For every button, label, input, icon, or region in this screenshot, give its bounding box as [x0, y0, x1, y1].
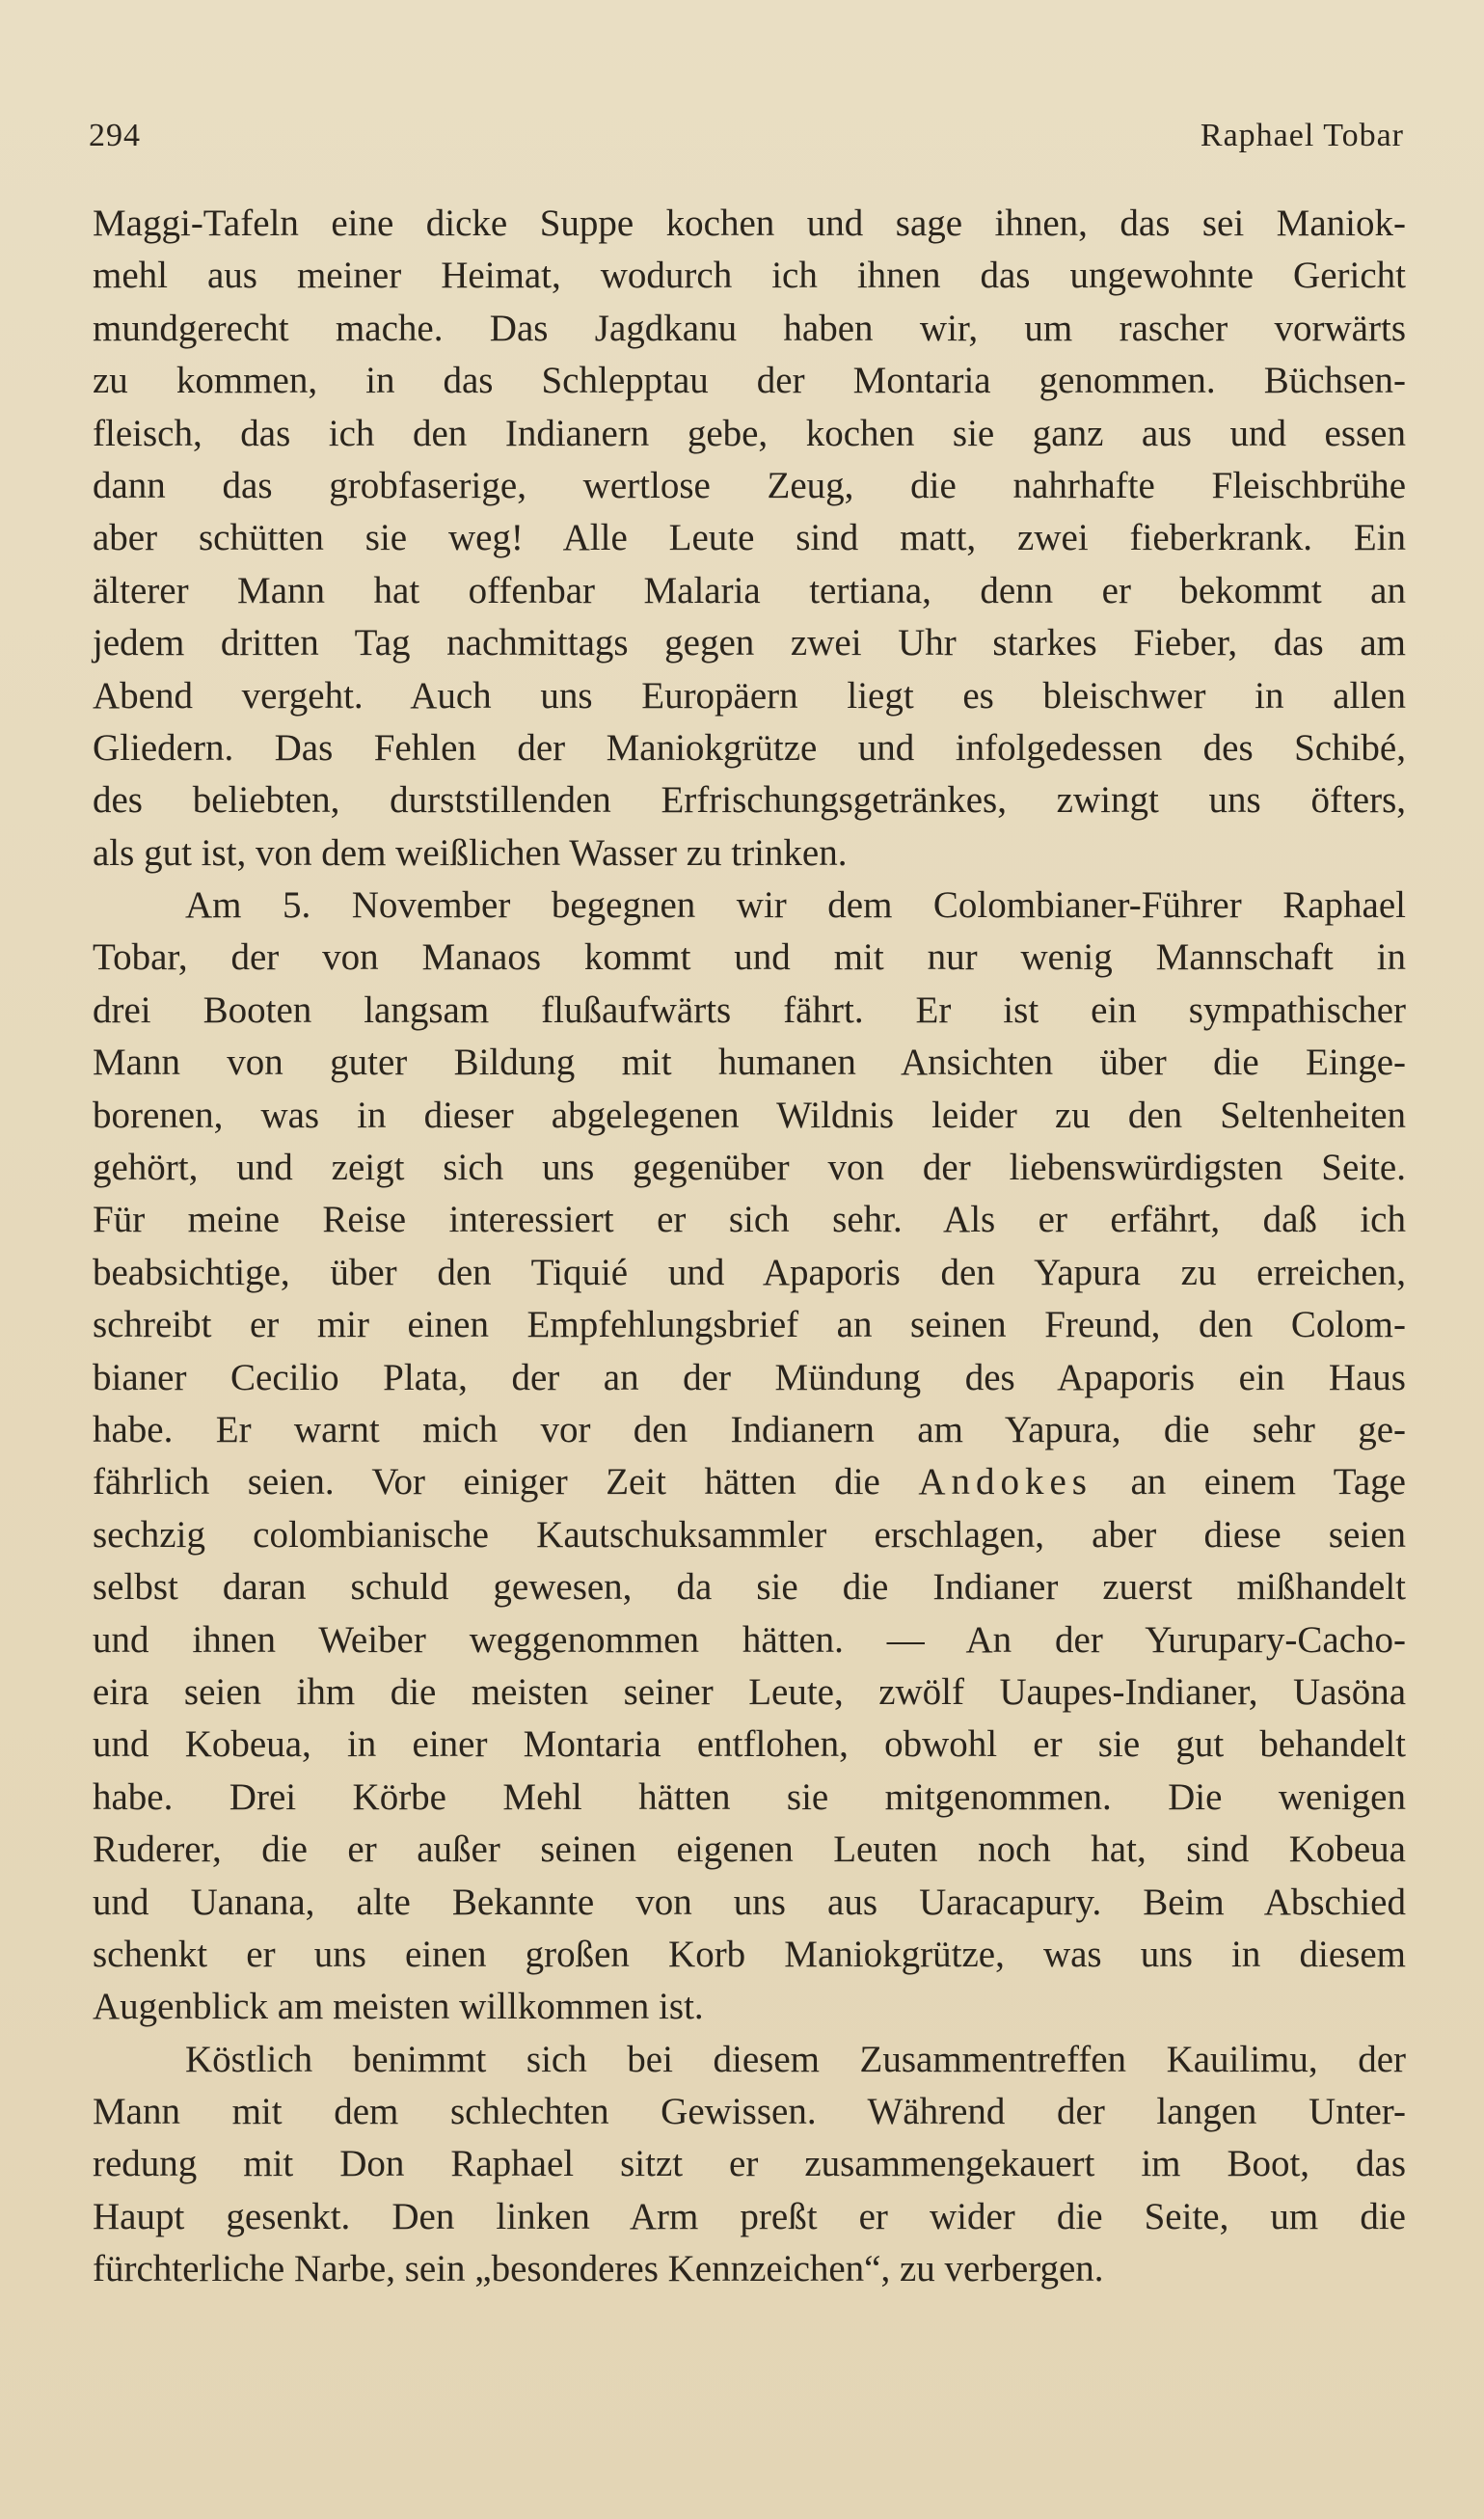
text-line: des beliebten, durststillenden Erfrischungsgetränkes, zwingt uns öfters, [93, 779, 1406, 822]
text-line: bianer Cecilio Plata, der an der Mündung des Apaporis ein Haus [93, 1356, 1406, 1398]
text-line: Ruderer, die er außer seinen eigenen Leuten noch hat, sind Kobeua [93, 1828, 1406, 1871]
text-line: als gut ist, von dem weißlichen Wasser zu trinken. [93, 831, 848, 874]
text-line: beabsichtige, über den Tiquié und Apaporis den Yapura zu erreichen, [93, 1251, 1406, 1293]
text-line: habe. Drei Körbe Mehl hätten sie mitgenommen. Die wenigen [93, 1775, 1406, 1818]
text-line: fährlich seien. Vor einiger Zeit hätten die Andokes an einem Tage [93, 1461, 1406, 1503]
text-line: älterer Mann hat offenbar Malaria tertiana, denn er bekommt an [93, 569, 1406, 611]
page-header [89, 118, 1404, 166]
paragraph [93, 880, 1406, 2034]
body-text [93, 198, 1406, 2296]
text-line: Abend vergeht. Auch uns Europäern liegt es bleischwer in allen [93, 674, 1406, 717]
text-line: Augenblick am meisten willkommen ist. [93, 1986, 704, 2028]
text-line: sechzig colombianische Kautschuksammler erschlagen, aber diese seien [93, 1513, 1406, 1556]
text-line: Am 5. November begegnen wir dem Colombianer-Führer Raphael [185, 884, 1406, 927]
text-line: Gliedern. Das Fehlen der Maniokgrütze und infolgedessen des Schibé, [93, 726, 1406, 769]
text-line: fürchterliche Narbe, sein „besonderes Kennzeichen“, zu verbergen. [93, 2248, 1104, 2290]
text-line: drei Booten langsam flußaufwärts fährt. Er ist ein sympathischer [93, 989, 1406, 1031]
page-number: 294 [89, 118, 141, 153]
text-line: Köstlich benimmt sich bei diesem Zusammentreffen Kauilimu, der [185, 2038, 1406, 2080]
paragraph [93, 2034, 1406, 2296]
text-line: zu kommen, in das Schlepptau der Montaria genommen. Büchsen- [93, 360, 1406, 402]
text-line: eira seien ihm die meisten seiner Leute, zwölf Uaupes-Indianer, Uasöna [93, 1670, 1406, 1713]
running-head: Raphael Tobar [1200, 118, 1404, 153]
text-line: Haupt gesenkt. Den linken Arm preßt er wider die Seite, um die [93, 2195, 1406, 2237]
text-line: dann das grobfaserige, wertlose Zeug, die nahrhafte Fleischbrühe [93, 464, 1406, 506]
text-line: mundgerecht mache. Das Jagdkanu haben wir, um rascher vorwärts [93, 307, 1406, 349]
text-line: fleisch, das ich den Indianern gebe, kochen sie ganz aus und essen [93, 412, 1406, 454]
text-line: Maggi-Tafeln eine dicke Suppe kochen und sage ihnen, das sei Maniok- [93, 203, 1406, 244]
text-line: Für meine Reise interessiert er sich sehr. Als er erfährt, daß ich [93, 1199, 1406, 1241]
text-line: gehört, und zeigt sich uns gegenüber von der liebenswürdigsten Seite. [93, 1147, 1406, 1189]
text-line: und ihnen Weiber weggenommen hätten. — An der Yurupary-Cacho- [93, 1618, 1406, 1661]
text-line: schreibt er mir einen Empfehlungsbrief an seinen Freund, den Colom- [93, 1304, 1406, 1346]
emphasized-name: Andokes [918, 1461, 1093, 1503]
text-line: borenen, was in dieser abgelegenen Wildnis leider zu den Seltenheiten [93, 1094, 1406, 1136]
text-line: Mann von guter Bildung mit humanen Ansichten über die Einge- [93, 1042, 1406, 1084]
text-line: schenkt er uns einen großen Korb Maniokgrütze, was uns in diesem [93, 1933, 1406, 1975]
text-line: und Uanana, alte Bekannte von uns aus Uaracapury. Beim Abschied [93, 1881, 1406, 1923]
text-line: Mann mit dem schlechten Gewissen. Während der langen Unter- [93, 2091, 1406, 2133]
text-line: redung mit Don Raphael sitzt er zusammengekauert im Boot, das [93, 2143, 1406, 2185]
text-line: aber schütten sie weg! Alle Leute sind matt, zwei fieberkrank. Ein [93, 517, 1406, 559]
text-line: jedem dritten Tag nachmittags gegen zwei Uhr starkes Fieber, das am [93, 622, 1406, 664]
text-line: Tobar, der von Manaos kommt und mit nur wenig Mannschaft in [93, 936, 1406, 979]
text-line: mehl aus meiner Heimat, wodurch ich ihnen das ungewohnte Gericht [93, 255, 1406, 297]
paragraph [93, 198, 1406, 880]
text-line: selbst daran schuld gewesen, da sie die Indianer zuerst mißhandelt [93, 1566, 1406, 1609]
text-line: und Kobeua, in einer Montaria entflohen, obwohl er sie gut behandelt [93, 1723, 1406, 1766]
text-line: habe. Er warnt mich vor den Indianern am Yapura, die sehr ge- [93, 1408, 1406, 1450]
